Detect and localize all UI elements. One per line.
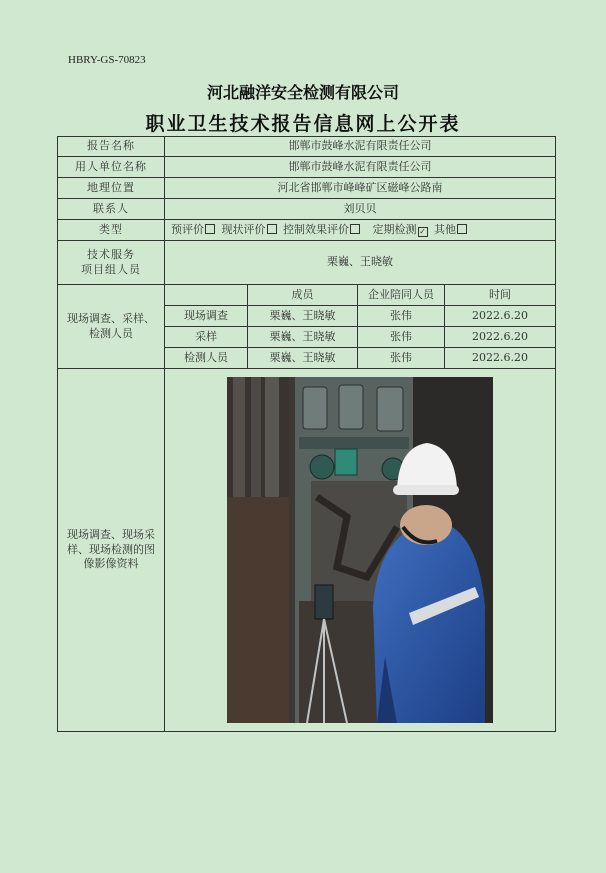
value-employer: 邯郸市鼓峰水泥有限责任公司 [165, 157, 556, 178]
label-survey-line1: 现场调查、采样、 [67, 311, 155, 325]
label-images-line1: 现场调查、现场采 [67, 527, 155, 541]
value-type [165, 220, 556, 241]
survey-date: 2022.6.20 [445, 348, 556, 369]
type-option-label: 控制效果评价 [283, 222, 349, 236]
site-photo-illustration [227, 377, 493, 723]
value-location: 河北省邯郸市峰峰矿区磁峰公路南 [165, 178, 556, 199]
label-survey [58, 285, 165, 369]
label-team-line1: 技术服务 [87, 247, 135, 261]
label-images-line3: 像影像资料 [83, 557, 139, 571]
document-title: 职业卫生技术报告信息网上公开表 [145, 113, 461, 135]
checkbox-icon[interactable] [350, 224, 360, 234]
survey-role: 现场调查 [165, 306, 248, 327]
type-option [222, 223, 280, 236]
survey-date: 2022.6.20 [445, 306, 556, 327]
survey-members: 栗巍、王晓敏 [248, 348, 358, 369]
survey-escort: 张伟 [358, 348, 445, 369]
survey-header-escort: 企业陪同人员 [358, 285, 445, 306]
survey-escort: 张伟 [358, 306, 445, 327]
survey-header-row [58, 285, 556, 306]
label-type: 类型 [58, 220, 165, 241]
type-option [434, 223, 470, 236]
survey-escort: 张伟 [358, 327, 445, 348]
row-type [58, 220, 556, 241]
type-option-label: 定期检测 [372, 222, 417, 236]
survey-date: 2022.6.20 [445, 327, 556, 348]
type-option-label: 预评价 [171, 222, 204, 236]
site-photo [227, 377, 493, 723]
row-report-name [58, 137, 556, 157]
row-images [58, 369, 556, 732]
info-table [57, 136, 556, 732]
type-option [171, 223, 218, 236]
photo-cell [165, 369, 556, 732]
row-team [58, 241, 556, 285]
type-option-label: 现状评价 [221, 222, 266, 236]
label-images-line2: 样、现场检测的图 [67, 542, 155, 556]
survey-header-date: 时间 [445, 285, 556, 306]
type-option [283, 223, 363, 236]
type-option-label: 其他 [434, 222, 456, 236]
value-report-name: 邯郸市鼓峰水泥有限责任公司 [165, 137, 556, 157]
label-report-name: 报告名称 [58, 137, 165, 157]
document-code: HBRY-GS-70823 [68, 54, 146, 66]
survey-header-empty [165, 285, 248, 306]
label-employer: 用人单位名称 [58, 157, 165, 178]
type-option [373, 223, 431, 236]
checkbox-icon[interactable] [205, 224, 215, 234]
label-contact: 联系人 [58, 199, 165, 220]
label-location: 地理位置 [58, 178, 165, 199]
row-location [58, 178, 556, 199]
row-employer [58, 157, 556, 178]
row-contact [58, 199, 556, 220]
label-images [58, 369, 165, 732]
checkbox-icon[interactable] [457, 224, 467, 234]
survey-members: 栗巍、王晓敏 [248, 306, 358, 327]
checkbox-icon[interactable] [267, 224, 277, 234]
value-team: 栗巍、王晓敏 [165, 241, 556, 285]
survey-role: 检测人员 [165, 348, 248, 369]
value-contact: 刘贝贝 [165, 199, 556, 220]
survey-role: 采样 [165, 327, 248, 348]
company-name: 河北融洋安全检测有限公司 [206, 83, 399, 102]
survey-header-members: 成员 [248, 285, 358, 306]
label-survey-line2: 检测人员 [89, 326, 133, 340]
checkbox-checked-icon[interactable]: ✓ [419, 226, 426, 236]
label-team [58, 241, 165, 285]
label-team-line2: 项目组人员 [81, 262, 141, 276]
survey-members: 栗巍、王晓敏 [248, 327, 358, 348]
